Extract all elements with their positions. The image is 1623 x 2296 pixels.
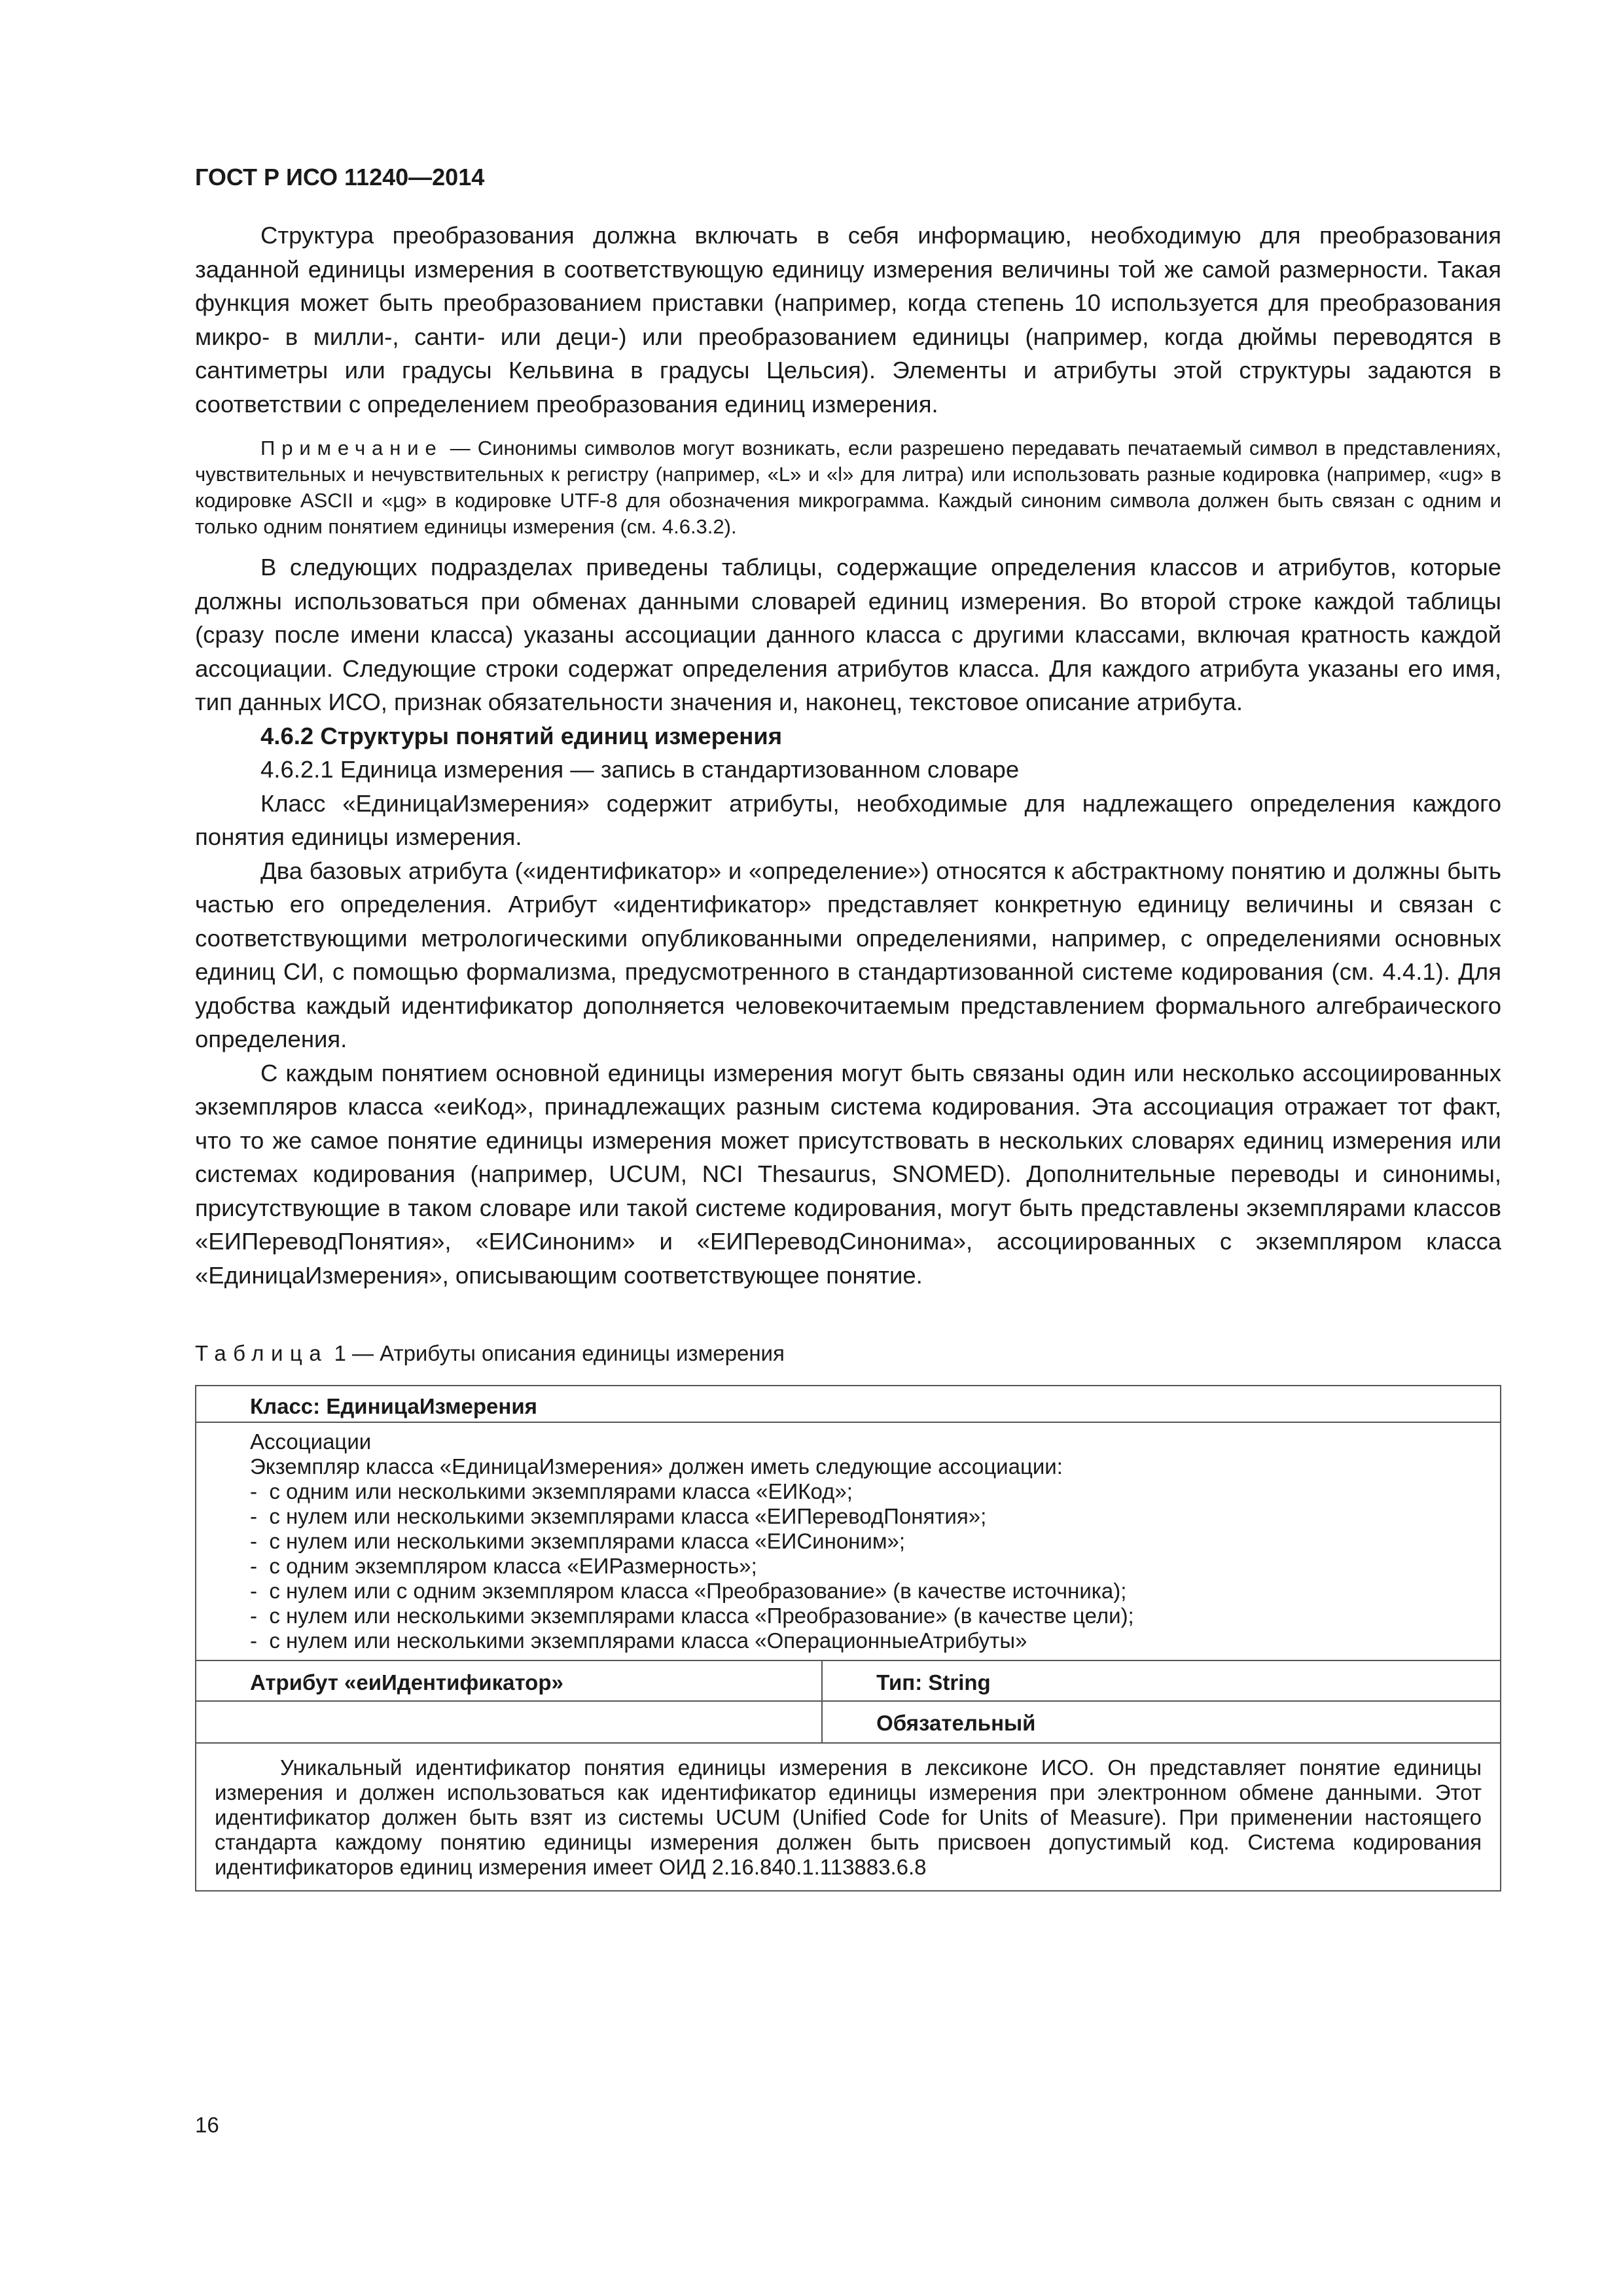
attribute-required-cell: Обязательный [822,1701,1501,1743]
list-item: - с нулем или несколькими экземплярами класса «ЕИСиноним»; [250,1529,1487,1554]
attribute-type-cell: Тип: String [822,1660,1501,1701]
table-row [196,1701,1501,1743]
note [195,435,1501,540]
list-item: - с одним экземпляром класса «ЕИРазмерность»; [250,1554,1487,1579]
table-row [196,1422,1501,1660]
table-row [196,1386,1501,1422]
associations-list [250,1479,1487,1653]
paragraph-conversion: Структура преобразования должна включать в себя информацию, необходимую для преобразования заданной единицы измерения в соответствующую единицу измерения величины той же самой размерности. Такая функция может быть преобразованием приставки (например, когда степень 10 используется для преобразования микро- в милли-, санти- или деци-) или преобразованием единицы (например, когда дюймы переводятся в сантиметры или градусы Кельвина в градусы Цельсия). Элементы и атрибуты этой структуры задаются в соответствии с определением преобразования единиц измерения. [195,222,1501,418]
table-row [196,1660,1501,1701]
list-item: - с нулем или несколькими экземплярами класса «ЕИПереводПонятия»; [250,1504,1487,1529]
attributes-table [195,1385,1501,1892]
table-caption-label: Таблица [195,1341,329,1365]
paragraph-tables-intro: В следующих подразделах приведены таблицы, содержащие определения классов и атрибутов, которые должны использоваться при обменах данными словарей единиц измерения. Во второй строке каждой таблицы (сразу после имени класса) указаны ассоциации данного класса с другими классами, включая кратность каждой ассоциации. Следующие строки содержат определения атрибутов класса. Для каждого атрибута указаны его имя, тип данных ИСО, признак обязательности значения и, наконец, текстовое описание атрибута. [195,554,1501,715]
note-text: — Синонимы символов могут возникать, если разрешено передавать печатаемый символ в представлениях, чувствительных и нечувствительных к регистру (например, «L» и «l» для литра) или использовать разные кодировка (например, «ug» в кодировке ASCII и «µg» в кодировке UTF-8 для обозначения микрограмма. Каждый синоним символа должен быть связан с одним и только одним понятием единицы измерения (см. 4.6.3.2). [195,437,1501,538]
document-page [195,164,1501,1892]
list-item: - с нулем или несколькими экземплярами класса «ОперационныеАтрибуты» [250,1628,1487,1653]
standard-header: ГОСТ Р ИСО 11240—2014 [195,164,485,190]
note-label: Примечание [260,437,443,459]
list-item: - с нулем или несколькими экземплярами класса «Преобразование» (в качестве цели); [250,1604,1487,1628]
paragraph-base-attributes: Два базовых атрибута («идентификатор» и «определение») относятся к абстрактному понятию и должны быть частью его определения. Атрибут «идентификатор» представляет конкретную единицу величины и связан с соответствующими метрологическими опубликованными определениями, например, с определениями основных единиц СИ, с помощью формализма, предусмотренного в стандартизованной системе кодирования (см. 4.4.1). Для удобства каждый идентификатор дополняется человекочитаемым представлением формального алгебраического определения. [195,857,1501,1052]
section-heading: 4.6.2 Структуры понятий единиц измерения [260,722,783,749]
list-item: - с одним или несколькими экземплярами класса «ЕИКод»; [250,1479,1487,1504]
attribute-name-cell: Атрибут «еиИдентификатор» [196,1660,822,1701]
associations-intro: Экземпляр класса «ЕдиницаИзмерения» должен иметь следующие ассоциации: [250,1454,1063,1479]
paragraph-code-associations: С каждым понятием основной единицы измерения могут быть связаны один или несколько ассоциированных экземпляров класса «еиКод», принадлежащих разным система кодирования. Эта ассоциация отражает тот факт, что то же самое понятие единицы измерения может присутствовать в нескольких словарях единиц измерения или системах кодирования (например, UCUM, NCI Thesaurus, SNOMED). Дополнительные переводы и синонимы, присутствующие в таком словаре или такой системе кодирования, могут быть представлены экземплярами классов «ЕИПереводПонятия», «ЕИСиноним» и «ЕИПереводСинонима», ассоциированных с экземпляром класса «ЕдиницаИзмерения», описывающим соответствующее понятие. [195,1059,1501,1289]
table-caption-text: 1 — Атрибуты описания единицы измерения [328,1341,785,1365]
attribute-description-cell: Уникальный идентификатор понятия единицы измерения в лексиконе ИСО. Он представляет понятие единицы измерения и должен использоваться как идентификатор единицы измерения при электронном обмене данными. Этот идентификатор должен быть взят из системы UCUM (Unified Code for Units of Measure). При применении настоящего стандарта каждому понятию единицы измерения должен быть присвоен допустимый код. Система кодирования идентификаторов единиц измерения имеет ОИД 2.16.840.1.113883.6.8 [196,1743,1501,1891]
class-title-cell: Класс: ЕдиницаИзмерения [196,1386,1501,1422]
paragraph-class-unit: Класс «ЕдиницаИзмерения» содержит атрибуты, необходимые для надлежащего определения каждого понятия единицы измерения. [195,789,1501,850]
associations-cell [196,1422,1501,1660]
associations-title: Ассоциации [250,1429,372,1454]
page-number: 16 [195,2113,219,2137]
list-item: - с нулем или с одним экземпляром класса «Преобразование» (в качестве источника); [250,1579,1487,1604]
subsection-heading: 4.6.2.1 Единица измерения — запись в стандартизованном словаре [260,756,1020,783]
table-caption [195,1339,1501,1368]
empty-cell [196,1701,822,1743]
table-row [196,1743,1501,1891]
